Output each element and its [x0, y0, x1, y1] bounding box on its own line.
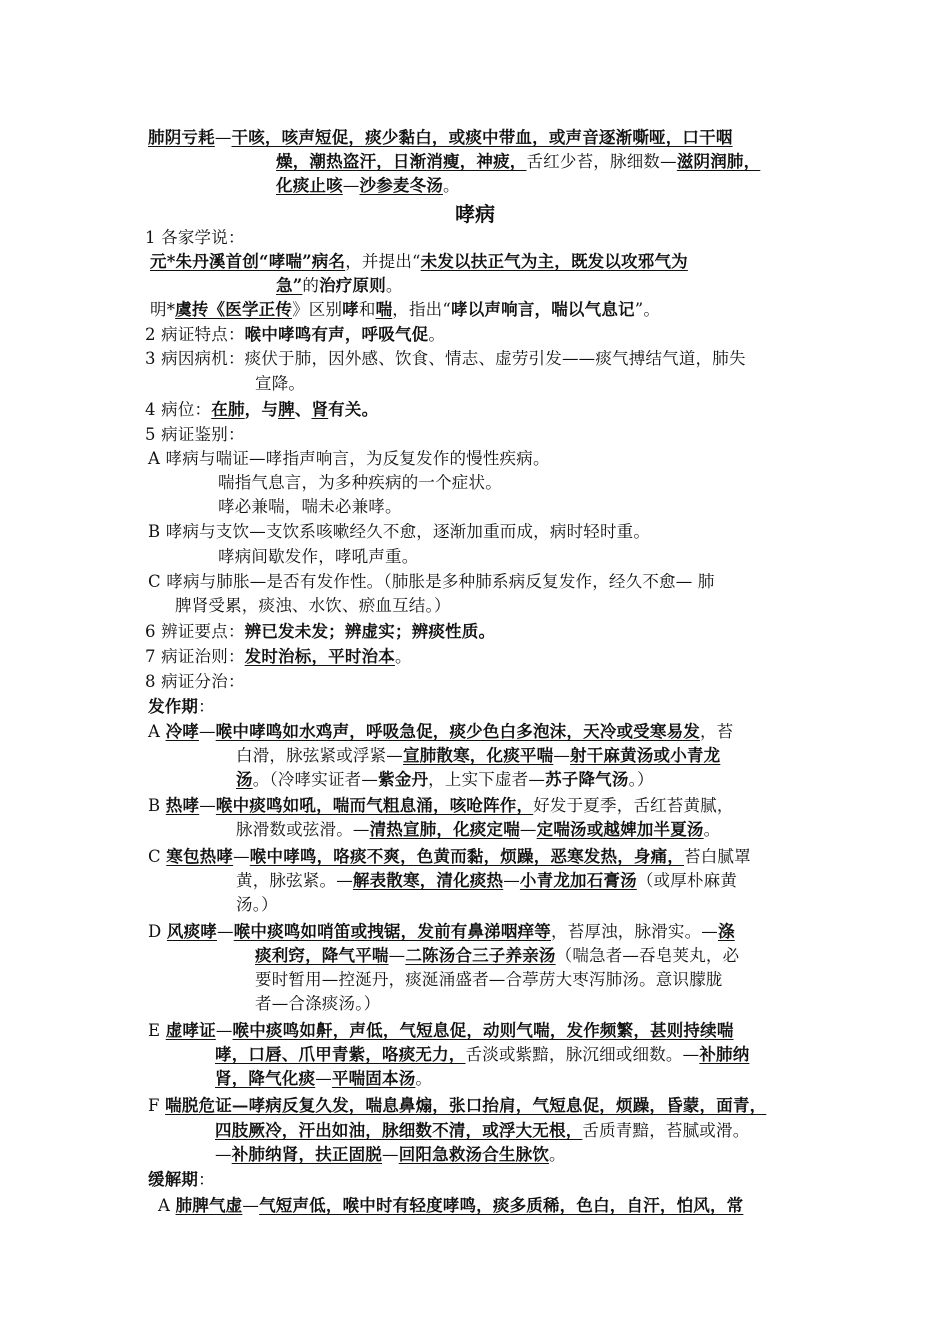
text-line: [215, 1119, 749, 1143]
text-run: 平喘固本汤: [331, 1069, 416, 1088]
text-run: 定喘汤或越婢加半夏汤: [536, 820, 704, 839]
text-run: 在肺: [211, 400, 245, 419]
text-run: 紫金丹: [378, 770, 429, 789]
text-run: 汤: [236, 770, 253, 789]
text-line: [148, 126, 733, 150]
text-run: 肾: [311, 400, 329, 419]
text-line: [218, 545, 418, 569]
text-run: C: [148, 847, 167, 866]
text-run: ，指出“: [392, 300, 452, 319]
text-run: 虚哮证: [165, 1021, 216, 1040]
text-run: 喘脱危证—哮病反复久发，喘息鼻煽，张口抬肩，气短息促，烦躁，昏蒙，面青，: [165, 1096, 767, 1115]
text-run: ：: [198, 697, 215, 716]
text-run: 喉中哮鸣如水鸡声，呼吸急促，痰少色白多泡沫，天冷或受寒易发: [215, 722, 700, 741]
text-run: 。: [394, 647, 412, 666]
text-run: 虞抟《医学正传: [175, 300, 293, 319]
text-run: 汤。）: [236, 895, 278, 914]
text-run: 。）: [628, 770, 654, 789]
text-run: 脾肾受累，痰浊、水饮、瘀血互结。）: [175, 596, 451, 615]
text-run: （喘急者—吞皂荚丸，必: [555, 946, 740, 965]
text-run: 清热宣肺，化痰定喘: [369, 820, 520, 839]
text-run: 舌淡或紫黯，脉沉细或细数。—: [465, 1045, 700, 1064]
text-run: —: [388, 946, 406, 965]
text-run: —: [315, 1069, 332, 1088]
text-line: [148, 570, 715, 594]
text-line: [255, 992, 380, 1016]
text-run: —: [199, 796, 216, 815]
text-line: [148, 520, 650, 544]
text-line: [148, 447, 550, 471]
text-run: 四肢厥冷，汗出如油，脉细数不清，或浮大无根，: [215, 1121, 583, 1140]
text-run: 明*: [150, 300, 176, 319]
text-run: 风痰哮: [166, 922, 217, 941]
text-line: [145, 398, 378, 422]
text-run: 者—合涤痰汤。）: [255, 994, 381, 1013]
text-line: [145, 347, 746, 371]
text-run: 3 病因病机：痰伏于肺，因外感、饮食、情志、虚劳引发——痰气搏结气道，肺失: [145, 349, 746, 368]
text-run: —: [214, 128, 232, 147]
text-run: 1 各家学说：: [145, 228, 245, 247]
text-run: 的: [302, 276, 320, 295]
text-run: D: [148, 922, 167, 941]
text-line: [236, 768, 654, 792]
text-run: 缓解期: [148, 1170, 199, 1189]
text-run: 好发于夏季，舌红苔黄腻，: [533, 796, 734, 815]
text-run: 苏子降气汤: [545, 770, 629, 789]
text-run: 2 病证特点：: [145, 325, 245, 344]
text-line: [150, 250, 688, 274]
text-run: —: [553, 746, 571, 765]
text-line: [276, 174, 460, 198]
text-run: —: [242, 1196, 260, 1215]
text-run: 喉中哮鸣，咯痰不爽，色黄而黏，烦躁，恶寒发热，身痛，: [249, 847, 684, 866]
text-line: [236, 818, 720, 842]
text-run: 寒包热哮: [166, 847, 234, 866]
text-line: [255, 372, 305, 396]
text-run: —: [215, 1021, 233, 1040]
text-run: 舌红少苔，脉细数—: [526, 152, 677, 171]
text-run: A: [148, 722, 166, 741]
text-run: 哮必兼喘，喘未必兼哮。: [218, 497, 402, 516]
text-run: 辨已发未发；辨虚实；辨痰性质。: [244, 622, 496, 641]
text-run: 补肺纳: [699, 1045, 750, 1064]
text-line: [148, 1094, 766, 1118]
text-run: 喘: [375, 300, 393, 319]
text-run: ：: [198, 1170, 215, 1189]
text-run: 6 辨证要点：: [145, 622, 245, 641]
text-run: A 哮病与喘证—哮指声响言，为反复发作的慢性疾病。: [148, 449, 550, 468]
text-run: 肾，降气化痰: [215, 1069, 316, 1088]
text-line: [236, 869, 737, 893]
text-line: [148, 720, 733, 744]
text-line: [276, 274, 403, 298]
text-run: 哮: [342, 300, 359, 319]
text-run: 黄，脉弦紧。—: [236, 871, 353, 890]
text-run: 宣肺散寒，化痰平喘: [403, 746, 554, 765]
text-run: 喉中痰鸣如哨笛或拽锯，发前有鼻涕咽痒等: [233, 922, 551, 941]
text-run: 肺脾气虚: [175, 1196, 243, 1215]
text-run: 哮病间歇发作，哮吼声重。: [218, 547, 419, 566]
text-run: 小青龙加石膏汤: [519, 871, 637, 890]
text-line: [150, 298, 660, 322]
text-run: E: [148, 1021, 166, 1040]
text-run: 二陈汤合三子养亲汤: [405, 946, 556, 965]
text-run: 脉滑数或弦滑。—: [236, 820, 370, 839]
text-line: [145, 226, 245, 250]
text-run: 和: [358, 300, 376, 319]
text-run: 。: [443, 176, 460, 195]
text-run: 气短声低，喉中时有轻度哮鸣，痰多质稀，色白，自汗，怕风，常: [259, 1196, 744, 1215]
text-run: 涤: [718, 922, 735, 941]
text-line: [145, 323, 445, 347]
text-run: 冷哮: [165, 722, 199, 741]
text-run: 射干麻黄汤或小青龙: [570, 746, 721, 765]
text-line: [148, 1019, 734, 1043]
text-run: 治疗原则: [319, 276, 386, 295]
text-run: 宣降。: [255, 374, 306, 393]
text-run: 8 病证分治：: [145, 672, 245, 691]
text-run: 发时治标，平时治本: [244, 647, 395, 666]
text-run: 干咳，咳声短促，痰少黏白，或痰中带血，或声音逐渐嘶哑，口干咽: [231, 128, 733, 147]
text-run: 脾: [278, 400, 295, 419]
text-run: 。: [549, 1145, 566, 1164]
text-run: 痰利窍，降气平喘: [255, 946, 389, 965]
text-line: [255, 968, 723, 992]
text-run: 元*朱丹溪首创“哮喘”病名: [150, 252, 346, 271]
text-run: 》区别: [292, 300, 343, 319]
text-run: 喘指气息言，为多种疾病的一个症状。: [218, 473, 502, 492]
text-run: B: [148, 796, 166, 815]
text-run: 苔白腻罩: [684, 847, 751, 866]
text-run: —: [215, 1145, 232, 1164]
text-run: 滋阴润肺，: [676, 152, 761, 171]
text-run: 化痰止咳: [276, 176, 343, 195]
text-run: —: [233, 847, 250, 866]
text-line: [276, 150, 760, 174]
text-run: 7 病证治则：: [145, 647, 245, 666]
text-run: 发作期: [148, 697, 199, 716]
text-run: 急”: [276, 276, 303, 295]
text-run: ，并提出“: [345, 252, 421, 271]
text-run: 。（冷哮实证者—: [252, 770, 379, 789]
text-run: 沙参麦冬汤: [359, 176, 444, 195]
text-line: [215, 1143, 566, 1167]
text-run: 4 病位：: [145, 400, 212, 419]
text-run: 喉中哮鸣有声，呼吸气促: [244, 325, 429, 344]
text-run: 有关。: [328, 400, 379, 419]
text-run: F: [148, 1096, 166, 1115]
text-run: 燥，潮热盗汗，日渐消瘦，神疲，: [276, 152, 527, 171]
text-run: 。: [428, 325, 446, 344]
text-line: [158, 1194, 743, 1218]
text-line: [148, 845, 751, 869]
text-line: [255, 944, 739, 968]
text-run: ，苔: [699, 722, 734, 741]
text-line: [236, 893, 278, 917]
text-run: 解表散寒，清化痰热: [352, 871, 504, 890]
text-run: 白滑，脉弦紧或浮紧—: [236, 746, 403, 765]
text-line: [148, 1168, 215, 1192]
text-line: [148, 695, 215, 719]
text-line: [148, 920, 735, 944]
text-line: [148, 794, 734, 818]
text-run: 回阳急救汤合生脉饮: [398, 1145, 550, 1164]
text-line: [215, 1043, 749, 1067]
text-line: [145, 620, 495, 644]
section-title: 哮病: [455, 202, 495, 226]
text-run: —: [519, 820, 537, 839]
text-run: 。: [385, 276, 403, 295]
text-run: ，与: [244, 400, 279, 419]
text-run: 喉中痰鸣如吼，喘而气粗息涌，咳呛阵作，: [215, 796, 534, 815]
text-run: 。: [415, 1069, 433, 1088]
text-run: 哮以声响言，喘以气息记: [451, 300, 635, 319]
text-run: 要时暂用—控涎丹，痰涎涌盛者—合葶苈大枣泻肺汤。意识朦胧: [255, 970, 723, 989]
text-line: [175, 594, 451, 618]
text-run: 热哮: [165, 796, 200, 815]
text-line: [218, 495, 402, 519]
text-run: 未发以扶正气为主，既发以攻邪气为: [420, 252, 688, 271]
text-run: ，上实下虚者—: [428, 770, 546, 789]
text-run: 喉中痰鸣如鼾，声低，气短息促，动则气喘，发作频繁，甚则持续喘: [232, 1021, 734, 1040]
text-run: 。: [703, 820, 721, 839]
text-run: B 哮病与支饮—支饮系咳嗽经久不愈，逐渐加重而成，病时轻时重。: [148, 522, 651, 541]
text-run: —: [216, 922, 234, 941]
text-run: C 哮病与肺胀—是否有发作性。（肺胀是多种肺系病反复发作，经久不愈— 肺: [148, 572, 715, 591]
text-line: [145, 423, 245, 447]
text-run: 5 病证鉴别：: [145, 425, 245, 444]
text-line: [236, 744, 720, 768]
text-run: —: [342, 176, 360, 195]
text-run: ，苔厚浊，脉滑实。—: [551, 922, 718, 941]
text-line: [218, 471, 502, 495]
text-line: [215, 1067, 432, 1091]
text-run: A: [158, 1196, 176, 1215]
text-line: [145, 670, 245, 694]
text-line: [145, 645, 412, 669]
text-run: 、: [294, 400, 312, 419]
text-run: （或厚朴麻黄: [636, 871, 738, 890]
text-run: —: [503, 871, 520, 890]
text-run: —: [198, 722, 216, 741]
text-run: —: [382, 1145, 399, 1164]
text-run: ”。: [634, 300, 661, 319]
text-run: 补肺纳肾，扶正固脱: [231, 1145, 383, 1164]
text-run: 舌质青黯，苔腻或滑。: [582, 1121, 750, 1140]
text-run: 哮，口唇、爪甲青紫，咯痰无力，: [215, 1045, 466, 1064]
text-run: 肺阴亏耗: [148, 128, 215, 147]
